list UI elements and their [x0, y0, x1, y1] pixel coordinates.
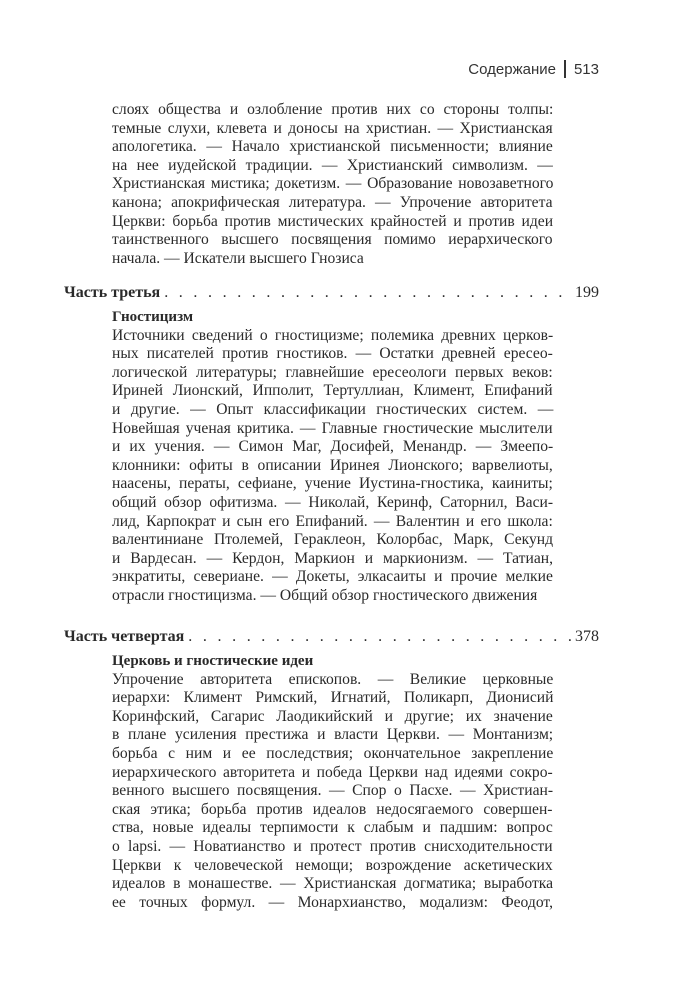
text-line: Новейшая ученая критика. — Главные гностические мыслители: [112, 419, 553, 437]
text-line: Церкви: борьба против мистических крайностей и против идеи: [112, 212, 554, 230]
text-line: апологетика. — Начало христианской письменности; влияние: [112, 138, 553, 156]
text-line: канона; апокрифическая литература. — Упрочение авторитета: [112, 193, 553, 211]
text-line: борьба с ним и ее последствия; окончательное закрепление: [112, 744, 554, 762]
part-3-description: [112, 308, 553, 606]
leader-dots: [188, 628, 571, 646]
leader-dots: [164, 284, 571, 302]
text-line: ных писателей против гностиков. — Остатки древней ересео-: [112, 345, 553, 363]
text-line: ства, новые идеалы терпимости к слабым и падшим: вопрос: [112, 819, 553, 837]
text-line: отрасли гностицизма. — Общий обзор гностического движения: [112, 586, 538, 604]
text-line: в плане усиления престижа и власти Церкви. — Монтанизм;: [112, 726, 554, 744]
text-line: Церкви к человеческой немощи; возрождение аскетических: [112, 856, 553, 874]
toc-entry-part-4: [64, 628, 599, 646]
text-line: логической литературы; главнейшие ересеологи первых веков:: [112, 363, 553, 381]
header-divider: [564, 60, 566, 78]
part-page-number: 199: [575, 284, 599, 301]
chapter-title: Церковь и гностические идеи: [112, 653, 314, 669]
text-line: Ириней Лионский, Ипполит, Тертуллиан, Климент, Епифаний: [112, 382, 553, 400]
text-line: общий обзор офитизма. — Николай, Керинф, Саторнил, Васи-: [112, 493, 554, 511]
running-header: [468, 60, 599, 78]
text-line: Упрочение авторитета епископов. — Великие церковные: [112, 670, 554, 688]
text-line: и Вардесан. — Кердон, Маркион и маркионизм. — Татиан,: [112, 549, 554, 567]
text-line: валентиниане Птолемей, Гераклеон, Колорбас, Марк, Секунд: [112, 531, 554, 549]
text-line: иерархического авторитета и победа Церкви над идеями сокро-: [112, 763, 553, 781]
text-line: и их учения. — Симон Маг, Досифей, Менандр. — Змеепо-: [112, 438, 554, 456]
text-line: иерархи: Климент Римский, Игнатий, Поликарп, Дионисий: [112, 689, 554, 707]
part-page-number: 378: [575, 628, 599, 645]
part-4-description: [112, 652, 553, 912]
running-header-section: Содержание: [468, 60, 556, 78]
part-title: Часть третья: [64, 284, 161, 301]
text-line: таинственного высшего посвящения помимо иерархического: [112, 231, 553, 249]
page-number: 513: [573, 60, 599, 78]
text-line: Коринфский, Сагарис Лаодикийский и другие; их значение: [112, 707, 553, 725]
text-line: начала. — Искатели высшего Гнозиса: [112, 249, 364, 267]
text-line: Христианская мистика; докетизм. — Образование новозаветного: [112, 175, 554, 193]
text-line: темные слухи, клевета и доносы на христиан. — Христианская: [112, 119, 553, 137]
text-line: наасены, ператы, сефиане, учение Иустина-гностика, каиниты;: [112, 475, 553, 493]
text-line: Источники сведений о гностицизме; полемика древних церков-: [112, 326, 554, 344]
text-line: слоях общества и озлобление против них со стороны толпы:: [112, 101, 554, 118]
text-line: о lapsi. — Новатианство и протест против снисходительности: [112, 837, 553, 855]
text-line: ее точных формул. — Монархианство, модализм: Феодот,: [112, 893, 553, 911]
part-title: Часть четвертая: [64, 628, 185, 645]
text-line: на нее иудейской традиции. — Христианский символизм. —: [112, 156, 553, 174]
text-line: и другие. — Опыт классификации гностических систем. —: [112, 400, 554, 418]
toc-entry-part-3: [64, 284, 599, 302]
text-line: идеалов в монашестве. — Христианская догматика; выработка: [112, 875, 554, 893]
intro-paragraph: [112, 101, 553, 268]
text-line: энкратиты, севериане. — Докеты, элкасаиты и прочие мелкие: [112, 568, 553, 586]
chapter-title: Гностицизм: [112, 309, 194, 325]
text-line: клонники: офиты в описании Иринея Лионского; варвелиоты,: [112, 456, 553, 474]
text-line: венного высшего посвящения. — Спор о Пасхе. — Христиан-: [112, 782, 554, 800]
text-line: лид, Карпократ и сын его Епифаний. — Валентин и его школа:: [112, 512, 553, 530]
text-line: ская этика; борьба против идеалов недосягаемого совершен-: [112, 800, 553, 818]
